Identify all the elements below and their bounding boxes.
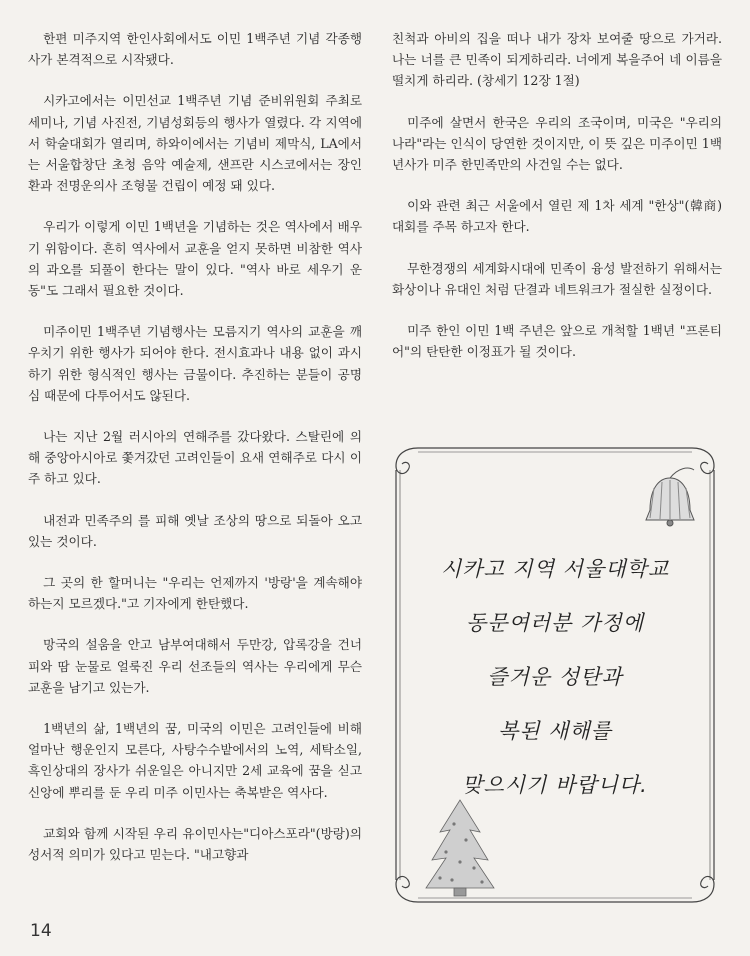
paragraph: 친척과 아비의 집을 떠나 내가 장차 보여줄 땅으로 가거라. 나는 너를 큰 민족이 되게하리라. 너에게 복을주어 네 이름을 떨치게 하리라. (창세기 12장 1절) xyxy=(392,31,722,89)
paragraph: 그 곳의 한 할머니는 "우리는 언제까지 '방랑'을 계속해야 하는지 모르겠다."고 기자에게 한탄했다. xyxy=(28,575,362,612)
bell-icon xyxy=(646,468,694,526)
greeting-line: 복된 새해를 xyxy=(497,719,613,743)
paragraph: 시카고에서는 이민선교 1백주년 기념 준비위원회 주최로 세미나, 기념 사진전, 기념성회등의 행사가 열렸다. 각 지역에서 학술대회가 열리며, 하와이에서는 기념비 제막식, LA에서는 서울합창단 초청 음악 예술제, 샌프란 시스코에서는 장인환과 전명운의사 조형물 건립이 예정 돼 있다. xyxy=(28,93,362,194)
right-column xyxy=(392,28,722,382)
paragraph: 교회와 함께 시작된 우리 유이민사는"디아스포라"(방랑)의 성서적 의미가 있다고 믿는다. "내고향과 xyxy=(28,825,362,863)
paragraph: 무한경쟁의 세계화시대에 민족이 융성 발전하기 위해서는 화상이나 유대인 처럼 단결과 네트워크가 절실한 실정이다. xyxy=(392,260,722,297)
greeting-line: 즐거운 성탄과 xyxy=(487,665,623,689)
paragraph: 망국의 설움을 안고 남부여대해서 두만강, 압록강을 건너 피와 땀 눈물로 얼룩진 우리 선조들의 역사는 우리에게 무슨 교훈을 남기고 있는가. xyxy=(28,637,362,695)
paragraph: 미주에 살면서 한국은 우리의 조국이며, 미국은 "우리의 나라"라는 인식이 당연한 것이지만, 이 뜻 깊은 미주이민 1백년사가 미주 한민족만의 사건일 수는 없다. xyxy=(392,114,722,173)
paragraph: 미주 한인 이민 1백 주년은 앞으로 개척할 1백년 "프론티어"의 탄탄한 이정표가 될 것이다. xyxy=(392,323,722,360)
paragraph: 우리가 이렇게 이민 1백년을 기념하는 것은 역사에서 배우기 위함이다. 흔히 역사에서 교훈을 얻지 못하면 비참한 역사의 과오를 되풀이 한다는 말이 있다. "역사 바로 세우기 운동"도 그래서 필요한 것이다. xyxy=(28,219,362,299)
christmas-tree-icon xyxy=(426,800,494,896)
left-column xyxy=(28,28,362,885)
paragraph: 이와 관련 최근 서울에서 열린 제 1차 세계 "한상"(韓商)대회를 주목 하고자 한다. xyxy=(392,198,722,235)
paragraph: 한편 미주지역 한인사회에서도 이민 1백주년 기념 각종행사가 본격적으로 시작됐다. xyxy=(28,31,362,68)
paragraph: 내전과 민족주의 를 피해 옛날 조상의 땅으로 되돌아 오고 있는 것이다. xyxy=(28,512,362,549)
greeting-message xyxy=(408,542,702,812)
greeting-line: 맞으시기 바랍니다. xyxy=(462,773,648,797)
page-number: 14 xyxy=(30,921,52,941)
paragraph: 미주이민 1백주년 기념행사는 모름지기 역사의 교훈을 깨우치기 위한 행사가 되어야 한다. 전시효과나 내용 없이 과시하기 위한 형식적인 행사는 금물이다. 추진하는 분들이 공명심 때문에 다투어서도 않된다. xyxy=(28,324,362,403)
greeting-line: 동문여러분 가정에 xyxy=(466,611,644,635)
paragraph: 나는 지난 2월 러시아의 연해주를 갔다왔다. 스탈린에 의해 중앙아시아로 쫓겨갔던 고려인들이 요새 연해주로 다시 이주 하고 있다. xyxy=(28,429,362,487)
paragraph: 1백년의 삶, 1백년의 꿈, 미국의 이민은 고려인들에 비해 얼마난 행운인지 모른다, 사탕수수밭에서의 노역, 세탁소일, 흑인상대의 장사가 쉬운일은 아니지만 2세 교육에 꿈을 싣고 신앙에 뿌리를 둔 우리 미주 이민사는 축복받은 역사다. xyxy=(28,721,362,800)
greeting-card xyxy=(388,440,722,910)
greeting-line: 시카고 지역 서울대학교 xyxy=(440,557,670,581)
